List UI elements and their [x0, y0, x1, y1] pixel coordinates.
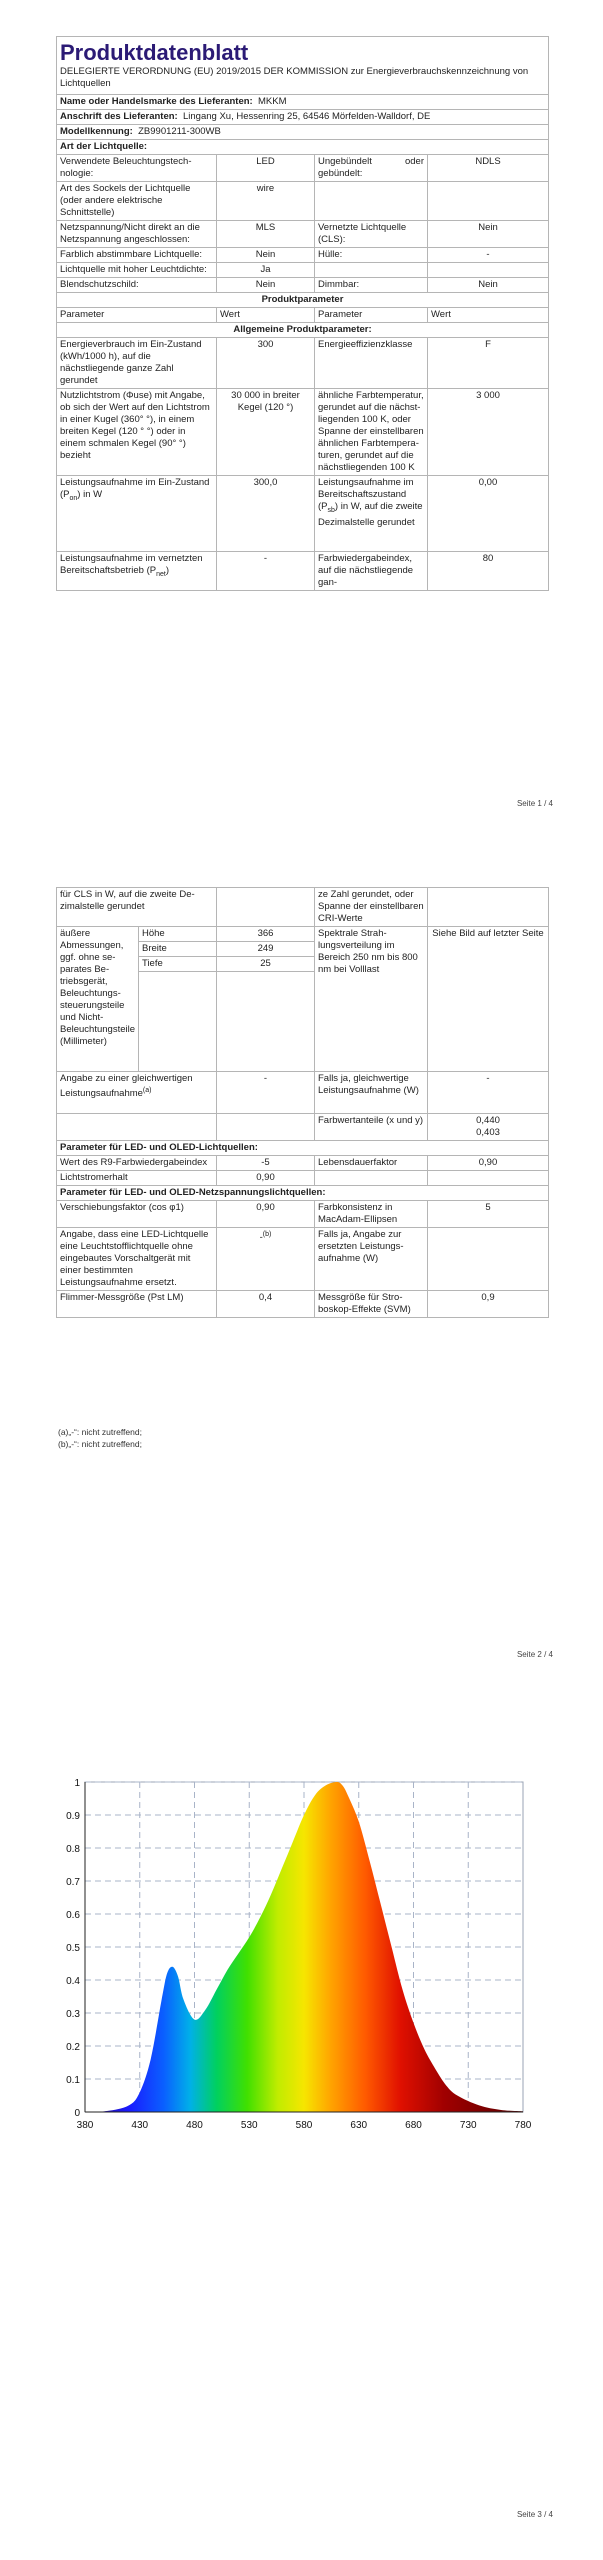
- row-label: [315, 182, 428, 221]
- label-text: Leistungsaufnahme im Bereitschaftszustand (P: [318, 477, 414, 512]
- table-row: [57, 263, 549, 278]
- page-number: Seite 3 / 4: [516, 2510, 553, 2519]
- empty-cell: [428, 1171, 549, 1186]
- column-header-value: Wert: [217, 308, 315, 323]
- replace-value: -: [259, 1232, 263, 1244]
- model-row: [57, 125, 549, 140]
- row-value: 300: [217, 338, 315, 389]
- dimension-label: Tiefe: [139, 957, 217, 972]
- column-header-parameter: Parameter: [315, 308, 428, 323]
- page-number: Seite 1 / 4: [516, 799, 553, 808]
- spectral-value: Siehe Bild auf letzter Seite: [428, 927, 549, 1072]
- row-value: 80: [428, 552, 549, 591]
- row-value: Nein: [217, 248, 315, 263]
- empty-cell: [57, 1114, 217, 1141]
- row-label: Energieverbrauch im Ein-Zustand (kWh/1000 h), auf die nächstliegende ganze Zahl gerundet: [57, 338, 217, 389]
- row-label: [57, 552, 217, 591]
- row-value: -: [217, 1072, 315, 1114]
- y-tick-label: 1: [74, 1778, 80, 1789]
- spectrum-chart: [0, 1770, 603, 2150]
- row-label: Farbwertanteile (x und y): [315, 1114, 428, 1141]
- x-tick-label: 530: [240, 2120, 258, 2131]
- table-row: [57, 888, 549, 927]
- row-value: MLS: [217, 221, 315, 248]
- row-value: [217, 1228, 315, 1291]
- row-label: Nutzlichtstrom (Φuse) mit Angabe, ob sich der Wert auf den Lichtstrom in einer Kugel (360° °), in einem breiten Kegel (120 ° °) oder in einem schmalen Kegel (90° °) bezieht: [57, 389, 217, 476]
- row-value: 300,0: [217, 476, 315, 552]
- row-value: 0,00: [428, 476, 549, 552]
- y-tick-label: 0: [74, 2108, 80, 2119]
- table-row: [57, 155, 549, 182]
- row-label: Farblich abstimmbare Lichtquelle:: [57, 248, 217, 263]
- row-value: [428, 1114, 549, 1141]
- table-row: [57, 927, 549, 942]
- table-row: [57, 221, 549, 248]
- dimension-spacer: [217, 972, 315, 1072]
- label-subscript: sb: [327, 506, 335, 514]
- y-tick-label: 0.8: [66, 1844, 80, 1855]
- model-label: Modellkennung:: [60, 126, 133, 137]
- row-value: -: [217, 552, 315, 591]
- led-params-heading: Parameter für LED- und OLED-Lichtquellen:: [57, 1141, 549, 1156]
- dimension-value: 249: [217, 942, 315, 957]
- label-subscript: net: [156, 570, 166, 578]
- row-label: Angabe, dass eine LED-Lichtquelle eine Leuchtstofflichtquelle ohne eingebautes Vorschaltgerät mit einer bestimmten Leistungsaufnahme ersetzt.: [57, 1228, 217, 1291]
- supplier-address-value: Lingang Xu, Hessenring 25, 64546 Mörfelden-Walldorf, DE: [183, 111, 431, 122]
- row-label: [315, 263, 428, 278]
- x-tick-label: 780: [514, 2120, 532, 2131]
- empty-cell: [315, 1171, 428, 1186]
- dimension-label: Breite: [139, 942, 217, 957]
- regulation-subtitle: DELEGIERTE VERORDNUNG (EU) 2019/2015 DER KOMMISSION zur Energieverbrauchskennzeichnung von Lichtquellen: [60, 66, 529, 89]
- row-value: 5: [428, 1201, 549, 1228]
- table-row: [57, 476, 549, 552]
- x-tick-label: 430: [131, 2120, 149, 2131]
- y-tick-label: 0.7: [66, 1877, 80, 1888]
- title-cell: [57, 37, 549, 95]
- row-label: Lebensdauerfaktor: [315, 1156, 428, 1171]
- table-row: [57, 278, 549, 293]
- row-label: Art des Sockels der Lichtquelle (oder andere elektrische Schnittstelle): [57, 182, 217, 221]
- row-label: Falls ja, gleichwertige Leistungsaufnahme (W): [315, 1072, 428, 1114]
- row-label: Wert des R9-Farbwiedergabeindex: [57, 1156, 217, 1171]
- row-value: 0,4: [217, 1291, 315, 1318]
- row-value: 3 000: [428, 389, 549, 476]
- x-tick-label: 630: [350, 2120, 368, 2131]
- row-label: Hülle:: [315, 248, 428, 263]
- dimension-label: Höhe: [139, 927, 217, 942]
- label-text-tail: ) in W, auf die zweite Dezimalstelle gerundet: [318, 501, 423, 528]
- row-label: [57, 1072, 217, 1114]
- table-row: [57, 1072, 549, 1114]
- spectral-label: Spektrale Strahlungsverteilung im Bereich 250 nm bis 800 nm bei Volllast: [315, 927, 428, 1072]
- footnote-ref: (b): [262, 1231, 272, 1238]
- row-label: Flimmer-Messgröße (Pst LM): [57, 1291, 217, 1318]
- row-label: Verschiebungsfaktor (cos φ1): [57, 1201, 217, 1228]
- label-text: Leistungsaufnahme im Ein-Zustand (P: [60, 477, 210, 500]
- x-tick-label: 680: [405, 2120, 422, 2131]
- table-row: [57, 1156, 549, 1171]
- row-value: -5: [217, 1156, 315, 1171]
- supplier-address-row: [57, 110, 549, 125]
- column-header-parameter: Parameter: [57, 308, 217, 323]
- row-label: ze Zahl gerundet, oder Spanne der einstellbaren CRI-Werte: [315, 888, 428, 927]
- row-value: -: [428, 1072, 549, 1114]
- row-label: Messgröße für Stroboskop-Effekte (SVM): [315, 1291, 428, 1318]
- row-label: Energieeffizienzklasse: [315, 338, 428, 389]
- row-label: ähnliche Farbtemperatur, gerundet auf die nächstliegenden 100 K, oder Spanne der einstellbaren ähnlichen Farbtemperaturen, gerundet auf die nächstliegenden 100 K: [315, 389, 428, 476]
- row-value: Nein: [428, 278, 549, 293]
- page-number: Seite 2 / 4: [516, 1650, 553, 1659]
- row-label: [57, 476, 217, 552]
- row-label: Lichtstromerhalt: [57, 1171, 217, 1186]
- row-label: Vernetzte Lichtquelle (CLS):: [315, 221, 428, 248]
- footnote-a: (a)„-“: nicht zutreffend;: [58, 1427, 142, 1437]
- row-value: [428, 1228, 549, 1291]
- row-value: 0,90: [217, 1171, 315, 1186]
- row-label: Farbkonsistenz in MacAdam-Ellipsen: [315, 1201, 428, 1228]
- row-label: Lichtquelle mit hoher Leuchtdichte:: [57, 263, 217, 278]
- supplier-name-row: [57, 95, 549, 110]
- label-text-tail: ): [165, 565, 170, 576]
- x-tick-label: 480: [186, 2120, 203, 2131]
- y-tick-label: 0.6: [66, 1910, 80, 1921]
- row-label: Farbwiedergabeindex, auf die nächstliegende gan-: [315, 552, 428, 591]
- table-row: [57, 1114, 549, 1141]
- y-tick-label: 0.5: [66, 1943, 80, 1954]
- label-text: Leistungsaufnahme im vernetzten Bereitschaftsbetrieb (P: [60, 553, 203, 576]
- column-header-row: [57, 308, 549, 323]
- footnote-ref: (a): [142, 1087, 152, 1094]
- row-value: 30 000 in breiter Kegel (120 °): [217, 389, 315, 476]
- equiv-label-text: Angabe zu einer gleichwertigen Leistungsaufnahme: [60, 1073, 193, 1100]
- model-value: ZB9901211-300WB: [138, 126, 221, 137]
- x-tick-label: 730: [459, 2120, 477, 2131]
- row-value: Nein: [217, 278, 315, 293]
- y-tick-label: 0.9: [66, 1811, 80, 1822]
- y-tick-label: 0.4: [66, 1976, 80, 1987]
- row-value: Nein: [428, 221, 549, 248]
- row-value: wire: [217, 182, 315, 221]
- row-value: LED: [217, 155, 315, 182]
- row-value: Ja: [217, 263, 315, 278]
- dimension-spacer: [139, 972, 217, 1072]
- mains-params-heading: Parameter für LED- und OLED-Netzspannungslichtquellen:: [57, 1186, 549, 1201]
- row-value: 0,9: [428, 1291, 549, 1318]
- row-value: F: [428, 338, 549, 389]
- footnotes: [58, 1426, 142, 1450]
- dimensions-label: äußere Abmessungen, ggf. ohne separates Betriebsgerät, Beleuchtungssteuerungsteile und Nicht-Beleuchtungsteile (Millimeter): [57, 927, 139, 1072]
- row-value: [217, 888, 315, 927]
- table-row: [57, 389, 549, 476]
- label-subscript: on: [69, 494, 78, 502]
- supplier-name-label: Name oder Handelsmarke des Lieferanten:: [60, 96, 253, 107]
- row-label: für CLS in W, auf die zweite Dezimalstelle gerundet: [57, 888, 217, 927]
- label-text-tail: ) in W: [77, 489, 103, 500]
- table-row: [57, 552, 549, 591]
- row-value: NDLS: [428, 155, 549, 182]
- table-row: [57, 1171, 549, 1186]
- page-title: Produktdatenblatt: [60, 40, 249, 65]
- row-label: Verwendete Beleuchtungstechnologie:: [57, 155, 217, 182]
- row-value: [428, 182, 549, 221]
- row-value: [428, 263, 549, 278]
- row-value: 0,90: [217, 1201, 315, 1228]
- table-row: [57, 248, 549, 263]
- table-row: [57, 338, 549, 389]
- table-row: [57, 1291, 549, 1318]
- row-label: Blendschutzschild:: [57, 278, 217, 293]
- row-value: 0,90: [428, 1156, 549, 1171]
- color-x-value: 0,440: [476, 1115, 500, 1126]
- row-label: Falls ja, Angabe zur ersetzten Leistungsaufnahme (W): [315, 1228, 428, 1291]
- product-params-heading: Produktparameter: [57, 293, 549, 308]
- row-label: Ungebündelt oder gebündelt:: [315, 155, 428, 182]
- datasheet-page1: [56, 36, 549, 591]
- table-row: [57, 182, 549, 221]
- column-header-value: Wert: [428, 308, 549, 323]
- x-tick-label: 580: [295, 2120, 313, 2131]
- row-value: -: [428, 248, 549, 263]
- y-tick-label: 0.2: [66, 2042, 80, 2053]
- y-tick-label: 0.3: [66, 2009, 80, 2020]
- table-row: [57, 1201, 549, 1228]
- footnote-b: (b)„-“: nicht zutreffend;: [58, 1439, 142, 1449]
- supplier-name-value: MKKM: [258, 96, 287, 107]
- row-label: Netzspannung/Nicht direkt an die Netzspannung angeschlossen:: [57, 221, 217, 248]
- row-value: [428, 888, 549, 927]
- general-params-heading: Allgemeine Produktparameter:: [57, 323, 549, 338]
- x-tick-label: 380: [76, 2120, 94, 2131]
- row-label: Dimmbar:: [315, 278, 428, 293]
- datasheet-page2: [56, 887, 549, 1318]
- empty-cell: [217, 1114, 315, 1141]
- dimension-value: 366: [217, 927, 315, 942]
- light-source-type-heading: Art der Lichtquelle:: [57, 140, 549, 155]
- y-tick-label: 0.1: [66, 2075, 80, 2086]
- supplier-address-label: Anschrift des Lieferanten:: [60, 111, 178, 122]
- color-y-value: 0,403: [476, 1127, 500, 1138]
- dimension-value: 25: [217, 957, 315, 972]
- row-label: [315, 476, 428, 552]
- table-row: [57, 1228, 549, 1291]
